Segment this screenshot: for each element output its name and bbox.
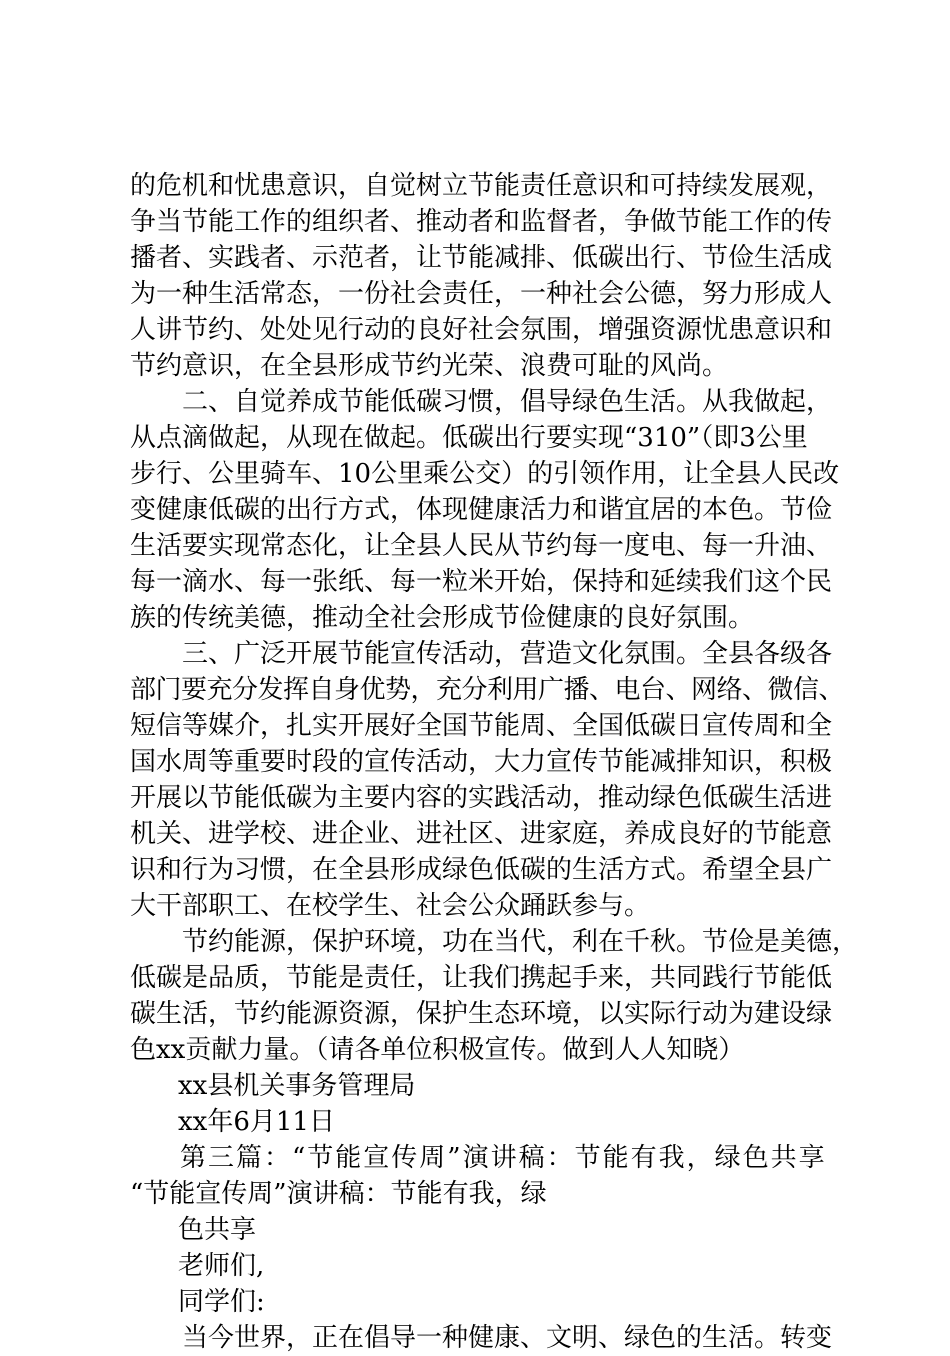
text-line: 每一滴水、每一张纸、每一粒米开始，保持和延续我们这个民 <box>130 567 833 597</box>
text-line: 生活要实现常态化，让全县人民从节约每一度电、每一升油、 <box>130 531 833 561</box>
text-line: 部门要充分发挥自身优势，充分利用广播、电台、网络、微信、 <box>130 675 845 705</box>
text-line: 人讲节约、处处见行动的良好社会氛围，增强资源忧患意识和 <box>130 315 833 345</box>
closing-paragraph-line: 节约能源，保护环境，功在当代，利在千秋。节俭是美德， <box>182 927 859 957</box>
text-line: 色xx贡献力量。（请各单位积极宣传。做到人人知晓） <box>130 1035 745 1065</box>
speech-title-line: “节能宣传周”演讲稿：节能有我，绿 <box>130 1179 547 1209</box>
signature-organization: xx县机关事务管理局 <box>178 1071 416 1101</box>
signature-date: xx年6月11日 <box>178 1107 335 1137</box>
text-line: 变健康低碳的出行方式，体现健康活力和谐宜居的本色。节俭 <box>130 495 833 525</box>
salutation-teachers: 老师们, <box>178 1251 265 1281</box>
text-line: 族的传统美德，推动全社会形成节俭健康的良好氛围。 <box>130 603 755 633</box>
text-line: 识和行为习惯，在全县形成绿色低碳的生活方式。希望全县广 <box>130 855 833 885</box>
text-line: 短信等媒介，扎实开展好全国节能周、全国低碳日宣传周和全 <box>130 711 833 741</box>
text-line: 播者、实践者、示范者，让节能减排、低碳出行、节俭生活成 <box>130 243 833 273</box>
text-line: 大干部职工、在校学生、社会公众踊跃参与。 <box>130 891 651 921</box>
text-line: 为一种生活常态，一份社会责任，一种社会公德，努力形成人 <box>130 279 833 309</box>
section-three-heading-line: 三、广泛开展节能宣传活动，营造文化氛围。全县各级各 <box>182 639 833 669</box>
salutation-students: 同学们: <box>178 1287 265 1317</box>
text-line: 从点滴做起，从现在做起。低碳出行要实现“310”（即3公里 <box>130 423 808 453</box>
speech-title-continuation: 色共享 <box>178 1215 257 1245</box>
text-line: 步行、公里骑车、10公里乘公交）的引领作用，让全县人民改 <box>130 459 840 489</box>
text-line: 碳生活，节约能源资源，保护生态环境，以实际行动为建设绿 <box>130 999 833 1029</box>
text-line: 机关、进学校、进企业、进社区、进家庭，养成良好的节能意 <box>130 819 833 849</box>
chapter-three-title: 第三篇：“节能宣传周”演讲稿：节能有我，绿色共享 <box>180 1143 827 1173</box>
text-line: 节约意识，在全县形成节约光荣、浪费可耻的风尚。 <box>130 351 729 381</box>
text-line: 国水周等重要时段的宣传活动，大力宣传节能减排知识，积极 <box>130 747 833 777</box>
section-two-heading-line: 二、自觉养成节能低碳习惯，倡导绿色生活。从我做起， <box>182 387 833 417</box>
document-body <box>130 168 859 1356</box>
speech-opening-line: 当今世界，正在倡导一种健康、文明、绿色的生活。转变 <box>182 1323 833 1353</box>
text-line: 开展以节能低碳为主要内容的实践活动，推动绿色低碳生活进 <box>130 783 833 813</box>
text-line: 的危机和忧患意识，自觉树立节能责任意识和可持续发展观， <box>130 171 833 201</box>
text-line: 争当节能工作的组织者、推动者和监督者，争做节能工作的传 <box>130 207 833 237</box>
text-line: 低碳是品质，节能是责任，让我们携起手来，共同践行节能低 <box>130 963 833 993</box>
